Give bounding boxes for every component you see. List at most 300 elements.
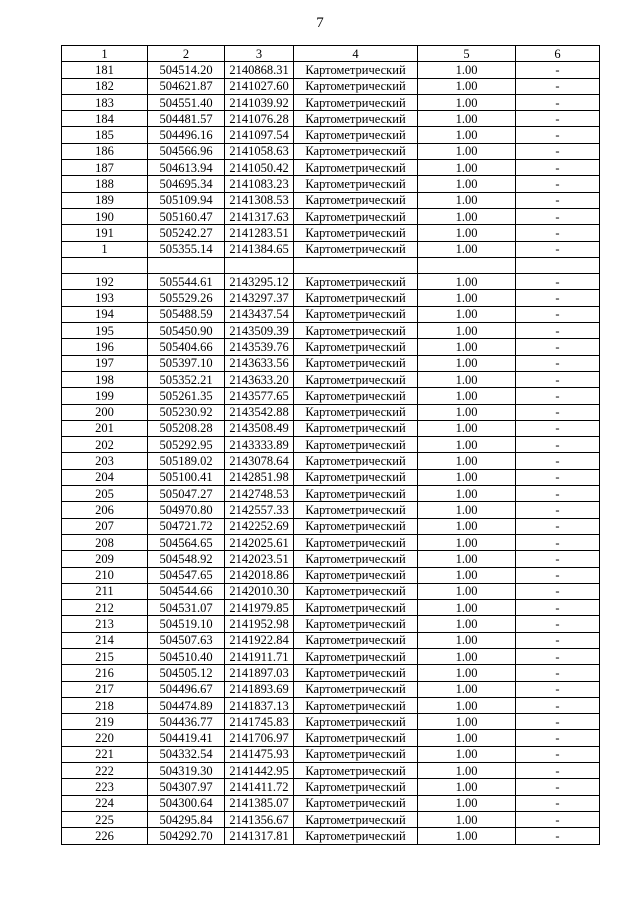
- cell-coord-x: 504970.80: [148, 502, 225, 518]
- table-row: [62, 274, 600, 290]
- cell-coord-x: 504300.64: [148, 795, 225, 811]
- cell-point-number: 217: [62, 681, 148, 697]
- cell-accuracy: 1.00: [418, 355, 516, 371]
- cell-accuracy: 1.00: [418, 160, 516, 176]
- cell-method: Картометрический: [294, 681, 418, 697]
- cell-method: Картометрический: [294, 518, 418, 534]
- cell-method: Картометрический: [294, 437, 418, 453]
- cell-accuracy: 1.00: [418, 208, 516, 224]
- cell-note: -: [516, 811, 600, 827]
- table-row: [62, 111, 600, 127]
- cell-note: -: [516, 160, 600, 176]
- cell-coord-x: 505355.14: [148, 241, 225, 257]
- cell-method: Картометрический: [294, 583, 418, 599]
- table-row: [62, 665, 600, 681]
- cell-coord-y: 2141283.51: [225, 225, 294, 241]
- cell-method: Картометрический: [294, 94, 418, 110]
- cell-accuracy: 1.00: [418, 518, 516, 534]
- cell-method: Картометрический: [294, 192, 418, 208]
- cell-point-number: 202: [62, 437, 148, 453]
- cell-coord-x: 505208.28: [148, 420, 225, 436]
- cell-coord-x: 504613.94: [148, 160, 225, 176]
- cell-point-number: 183: [62, 94, 148, 110]
- table-row: [62, 697, 600, 713]
- cell-coord-x: 504621.87: [148, 78, 225, 94]
- table-row: [62, 306, 600, 322]
- cell-method: Картометрический: [294, 632, 418, 648]
- table-row: [62, 94, 600, 110]
- cell-method: Картометрический: [294, 62, 418, 78]
- cell-method: Картометрический: [294, 208, 418, 224]
- cell-coord-x: 504295.84: [148, 811, 225, 827]
- cell-note: -: [516, 323, 600, 339]
- cell-note: -: [516, 795, 600, 811]
- header-cell-6: 6: [516, 46, 600, 62]
- cell-coord-y: 2143297.37: [225, 290, 294, 306]
- cell-coord-x: 504505.12: [148, 665, 225, 681]
- cell-note: -: [516, 306, 600, 322]
- cell-accuracy: 1.00: [418, 143, 516, 159]
- cell-coord-x: 505160.47: [148, 208, 225, 224]
- cell-note: -: [516, 648, 600, 664]
- cell-point-number: 195: [62, 323, 148, 339]
- cell-point-number: 209: [62, 551, 148, 567]
- cell-coord-x: 504307.97: [148, 779, 225, 795]
- cell-method: Картометрический: [294, 665, 418, 681]
- cell-coord-y: 2143633.56: [225, 355, 294, 371]
- cell-coord-x: 504496.67: [148, 681, 225, 697]
- table-row: [62, 339, 600, 355]
- cell-accuracy: 1.00: [418, 632, 516, 648]
- coordinates-table: [61, 45, 600, 845]
- cell-note: -: [516, 469, 600, 485]
- cell-accuracy: 1.00: [418, 730, 516, 746]
- cell-accuracy: 1.00: [418, 714, 516, 730]
- cell-note: -: [516, 290, 600, 306]
- cell-method: Картометрический: [294, 323, 418, 339]
- cell-note: -: [516, 697, 600, 713]
- cell-accuracy: 1.00: [418, 551, 516, 567]
- cell-coord-y: 2141745.83: [225, 714, 294, 730]
- cell-method: Картометрический: [294, 404, 418, 420]
- cell-method: Картометрический: [294, 241, 418, 257]
- cell-point-number: 184: [62, 111, 148, 127]
- cell-method: Картометрический: [294, 306, 418, 322]
- cell-coord-y: 2141442.95: [225, 763, 294, 779]
- cell-coord-x: 505352.21: [148, 371, 225, 387]
- cell-coord-y: 2141097.54: [225, 127, 294, 143]
- cell-coord-y: 2142018.86: [225, 567, 294, 583]
- cell-point-number: 205: [62, 486, 148, 502]
- cell-coord-x: 504332.54: [148, 746, 225, 762]
- cell-point-number: 206: [62, 502, 148, 518]
- cell-coord-x: 505242.27: [148, 225, 225, 241]
- cell-note: -: [516, 779, 600, 795]
- header-cell-4: 4: [294, 46, 418, 62]
- table-row: [62, 763, 600, 779]
- cell-note: -: [516, 616, 600, 632]
- cell-method: Картометрический: [294, 160, 418, 176]
- cell-coord-x: 504514.20: [148, 62, 225, 78]
- cell-coord-x: 505047.27: [148, 486, 225, 502]
- cell-point-number: 215: [62, 648, 148, 664]
- cell-coord-x: 504319.30: [148, 763, 225, 779]
- cell-accuracy: 1.00: [418, 763, 516, 779]
- cell-coord-y: 2141050.42: [225, 160, 294, 176]
- cell-coord-x: 504531.07: [148, 600, 225, 616]
- table-row: [62, 420, 600, 436]
- cell-coord-y: 2142023.51: [225, 551, 294, 567]
- cell-point-number: 219: [62, 714, 148, 730]
- cell-note: -: [516, 127, 600, 143]
- cell-point-number: 198: [62, 371, 148, 387]
- page-number: 7: [316, 15, 324, 31]
- cell-accuracy: 1.00: [418, 697, 516, 713]
- cell-coord-x: 504474.89: [148, 697, 225, 713]
- table-header: [62, 46, 600, 62]
- cell-coord-y: 2141317.63: [225, 208, 294, 224]
- table-row: [62, 257, 600, 273]
- cell-accuracy: 1.00: [418, 404, 516, 420]
- cell-coord-x: 504544.66: [148, 583, 225, 599]
- table-row: [62, 290, 600, 306]
- cell-point-number: 218: [62, 697, 148, 713]
- cell-point-number: 211: [62, 583, 148, 599]
- cell-coord-x: 505450.90: [148, 323, 225, 339]
- cell-note: -: [516, 208, 600, 224]
- cell-note: -: [516, 746, 600, 762]
- cell-coord-x: 504721.72: [148, 518, 225, 534]
- cell-accuracy: 1.00: [418, 453, 516, 469]
- cell-accuracy: 1.00: [418, 306, 516, 322]
- cell-note: -: [516, 730, 600, 746]
- cell-note: -: [516, 534, 600, 550]
- cell-accuracy: 1.00: [418, 78, 516, 94]
- cell-accuracy: 1.00: [418, 323, 516, 339]
- cell-method: Картометрический: [294, 502, 418, 518]
- cell-coord-y: 2141384.65: [225, 241, 294, 257]
- header-cell-5: 5: [418, 46, 516, 62]
- cell-accuracy: 1.00: [418, 371, 516, 387]
- cell-coord-y: 2141897.03: [225, 665, 294, 681]
- cell-note: -: [516, 371, 600, 387]
- cell-coord-y: 2143539.76: [225, 339, 294, 355]
- cell-accuracy: 1.00: [418, 811, 516, 827]
- cell-coord-x: 505230.92: [148, 404, 225, 420]
- cell-accuracy: 1.00: [418, 437, 516, 453]
- cell-coord-y: 2143577.65: [225, 388, 294, 404]
- cell-point-number: 186: [62, 143, 148, 159]
- table-row: [62, 648, 600, 664]
- cell-coord-x: 504507.63: [148, 632, 225, 648]
- cell-coord-y: [225, 257, 294, 273]
- cell-coord-x: 505544.61: [148, 274, 225, 290]
- cell-note: -: [516, 404, 600, 420]
- cell-point-number: 188: [62, 176, 148, 192]
- cell-coord-x: 504566.96: [148, 143, 225, 159]
- cell-note: -: [516, 176, 600, 192]
- cell-method: Картометрический: [294, 763, 418, 779]
- table-row: [62, 486, 600, 502]
- cell-coord-x: 504292.70: [148, 828, 225, 844]
- cell-point-number: 203: [62, 453, 148, 469]
- cell-method: Картометрический: [294, 697, 418, 713]
- cell-accuracy: 1.00: [418, 486, 516, 502]
- cell-point-number: 181: [62, 62, 148, 78]
- cell-coord-y: 2143333.89: [225, 437, 294, 453]
- table-row: [62, 795, 600, 811]
- table-row: [62, 779, 600, 795]
- table-row: [62, 62, 600, 78]
- cell-accuracy: 1.00: [418, 746, 516, 762]
- cell-method: Картометрический: [294, 534, 418, 550]
- cell-coord-y: 2142252.69: [225, 518, 294, 534]
- cell-coord-y: 2141356.67: [225, 811, 294, 827]
- cell-point-number: [62, 257, 148, 273]
- cell-note: -: [516, 763, 600, 779]
- cell-coord-y: 2141411.72: [225, 779, 294, 795]
- cell-method: Картометрический: [294, 274, 418, 290]
- cell-coord-y: 2143542.88: [225, 404, 294, 420]
- table-row: [62, 371, 600, 387]
- cell-note: -: [516, 355, 600, 371]
- cell-accuracy: 1.00: [418, 62, 516, 78]
- cell-note: -: [516, 583, 600, 599]
- cell-point-number: 201: [62, 420, 148, 436]
- cell-coord-y: 2141979.85: [225, 600, 294, 616]
- cell-point-number: 196: [62, 339, 148, 355]
- cell-method: Картометрический: [294, 714, 418, 730]
- table-row: [62, 518, 600, 534]
- cell-note: -: [516, 632, 600, 648]
- cell-note: -: [516, 665, 600, 681]
- cell-method: Картометрический: [294, 420, 418, 436]
- cell-coord-y: 2141317.81: [225, 828, 294, 844]
- cell-coord-y: 2142025.61: [225, 534, 294, 550]
- cell-coord-x: 505404.66: [148, 339, 225, 355]
- cell-note: -: [516, 681, 600, 697]
- cell-point-number: 194: [62, 306, 148, 322]
- header-row: [62, 46, 600, 62]
- cell-note: -: [516, 600, 600, 616]
- cell-method: Картометрический: [294, 746, 418, 762]
- cell-note: -: [516, 502, 600, 518]
- table-row: [62, 502, 600, 518]
- table-row: [62, 208, 600, 224]
- cell-accuracy: 1.00: [418, 600, 516, 616]
- cell-point-number: 208: [62, 534, 148, 550]
- cell-point-number: 213: [62, 616, 148, 632]
- table-row: [62, 176, 600, 192]
- cell-accuracy: 1.00: [418, 469, 516, 485]
- cell-accuracy: [418, 257, 516, 273]
- cell-method: Картометрический: [294, 469, 418, 485]
- cell-coord-x: 504481.57: [148, 111, 225, 127]
- cell-coord-x: 504548.92: [148, 551, 225, 567]
- cell-accuracy: 1.00: [418, 616, 516, 632]
- cell-method: Картометрический: [294, 176, 418, 192]
- cell-method: Картометрический: [294, 453, 418, 469]
- table-body: [62, 62, 600, 844]
- table-row: [62, 225, 600, 241]
- cell-method: Картометрический: [294, 828, 418, 844]
- cell-accuracy: 1.00: [418, 176, 516, 192]
- cell-coord-y: 2141893.69: [225, 681, 294, 697]
- cell-coord-y: 2142010.30: [225, 583, 294, 599]
- cell-note: -: [516, 388, 600, 404]
- header-cell-3: 3: [225, 46, 294, 62]
- table-row: [62, 632, 600, 648]
- cell-accuracy: 1.00: [418, 681, 516, 697]
- cell-method: Картометрический: [294, 779, 418, 795]
- cell-note: -: [516, 420, 600, 436]
- cell-coord-y: 2141706.97: [225, 730, 294, 746]
- cell-point-number: 190: [62, 208, 148, 224]
- cell-point-number: 189: [62, 192, 148, 208]
- cell-note: -: [516, 518, 600, 534]
- cell-point-number: 210: [62, 567, 148, 583]
- cell-coord-y: 2143633.20: [225, 371, 294, 387]
- cell-accuracy: 1.00: [418, 583, 516, 599]
- cell-method: Картометрический: [294, 388, 418, 404]
- cell-coord-x: 505488.59: [148, 306, 225, 322]
- cell-accuracy: 1.00: [418, 502, 516, 518]
- cell-accuracy: 1.00: [418, 274, 516, 290]
- cell-coord-y: 2141076.28: [225, 111, 294, 127]
- cell-method: Картометрический: [294, 339, 418, 355]
- cell-point-number: 200: [62, 404, 148, 420]
- cell-point-number: 192: [62, 274, 148, 290]
- cell-point-number: 207: [62, 518, 148, 534]
- cell-coord-y: 2140868.31: [225, 62, 294, 78]
- table-row: [62, 811, 600, 827]
- cell-point-number: 225: [62, 811, 148, 827]
- cell-coord-y: 2141911.71: [225, 648, 294, 664]
- table-row: [62, 583, 600, 599]
- cell-coord-y: 2141475.93: [225, 746, 294, 762]
- table-row: [62, 681, 600, 697]
- cell-point-number: 204: [62, 469, 148, 485]
- cell-coord-y: 2143078.64: [225, 453, 294, 469]
- cell-method: Картометрический: [294, 551, 418, 567]
- cell-point-number: 212: [62, 600, 148, 616]
- cell-accuracy: 1.00: [418, 290, 516, 306]
- cell-accuracy: 1.00: [418, 241, 516, 257]
- cell-accuracy: 1.00: [418, 534, 516, 550]
- cell-point-number: 182: [62, 78, 148, 94]
- cell-method: [294, 257, 418, 273]
- cell-coord-x: 505109.94: [148, 192, 225, 208]
- cell-coord-x: 504436.77: [148, 714, 225, 730]
- cell-coord-y: 2142748.53: [225, 486, 294, 502]
- cell-coord-y: 2141058.63: [225, 143, 294, 159]
- cell-method: Картометрический: [294, 600, 418, 616]
- cell-point-number: 199: [62, 388, 148, 404]
- cell-accuracy: 1.00: [418, 192, 516, 208]
- cell-coord-y: 2141027.60: [225, 78, 294, 94]
- cell-coord-x: 504564.65: [148, 534, 225, 550]
- cell-coord-y: 2142557.33: [225, 502, 294, 518]
- cell-coord-x: 504510.40: [148, 648, 225, 664]
- table-row: [62, 551, 600, 567]
- table-row: [62, 160, 600, 176]
- cell-method: Картометрический: [294, 795, 418, 811]
- cell-method: Картометрический: [294, 355, 418, 371]
- table-row: [62, 567, 600, 583]
- cell-coord-y: 2141922.84: [225, 632, 294, 648]
- header-cell-2: 2: [148, 46, 225, 62]
- cell-note: -: [516, 78, 600, 94]
- cell-note: -: [516, 714, 600, 730]
- cell-coord-y: 2143509.39: [225, 323, 294, 339]
- cell-note: -: [516, 339, 600, 355]
- cell-note: -: [516, 94, 600, 110]
- cell-coord-y: 2141952.98: [225, 616, 294, 632]
- cell-point-number: 197: [62, 355, 148, 371]
- cell-note: -: [516, 486, 600, 502]
- cell-accuracy: 1.00: [418, 779, 516, 795]
- cell-note: [516, 257, 600, 273]
- cell-coord-x: [148, 257, 225, 273]
- cell-coord-x: 504519.10: [148, 616, 225, 632]
- cell-note: -: [516, 241, 600, 257]
- cell-point-number: 185: [62, 127, 148, 143]
- cell-note: -: [516, 453, 600, 469]
- cell-accuracy: 1.00: [418, 339, 516, 355]
- table-row: [62, 469, 600, 485]
- cell-accuracy: 1.00: [418, 665, 516, 681]
- cell-point-number: 187: [62, 160, 148, 176]
- cell-accuracy: 1.00: [418, 94, 516, 110]
- cell-method: Картометрический: [294, 371, 418, 387]
- cell-accuracy: 1.00: [418, 420, 516, 436]
- cell-coord-y: 2141837.13: [225, 697, 294, 713]
- cell-coord-y: 2143508.49: [225, 420, 294, 436]
- cell-coord-x: 505397.10: [148, 355, 225, 371]
- table-row: [62, 355, 600, 371]
- header-cell-1: 1: [62, 46, 148, 62]
- table-row: [62, 323, 600, 339]
- cell-accuracy: 1.00: [418, 648, 516, 664]
- cell-accuracy: 1.00: [418, 567, 516, 583]
- cell-coord-x: 505529.26: [148, 290, 225, 306]
- cell-coord-x: 504551.40: [148, 94, 225, 110]
- cell-note: -: [516, 828, 600, 844]
- cell-point-number: 221: [62, 746, 148, 762]
- cell-coord-x: 505261.35: [148, 388, 225, 404]
- cell-accuracy: 1.00: [418, 828, 516, 844]
- cell-point-number: 1: [62, 241, 148, 257]
- cell-point-number: 214: [62, 632, 148, 648]
- cell-note: -: [516, 225, 600, 241]
- cell-coord-y: 2141039.92: [225, 94, 294, 110]
- cell-coord-y: 2143295.12: [225, 274, 294, 290]
- table-row: [62, 388, 600, 404]
- cell-coord-y: 2141083.23: [225, 176, 294, 192]
- table-row: [62, 78, 600, 94]
- cell-note: -: [516, 111, 600, 127]
- table-row: [62, 828, 600, 844]
- cell-accuracy: 1.00: [418, 225, 516, 241]
- cell-note: -: [516, 437, 600, 453]
- table-row: [62, 437, 600, 453]
- cell-coord-x: 504419.41: [148, 730, 225, 746]
- cell-coord-x: 504695.34: [148, 176, 225, 192]
- cell-method: Картометрический: [294, 648, 418, 664]
- cell-method: Картометрический: [294, 127, 418, 143]
- cell-method: Картометрический: [294, 616, 418, 632]
- table-row: [62, 453, 600, 469]
